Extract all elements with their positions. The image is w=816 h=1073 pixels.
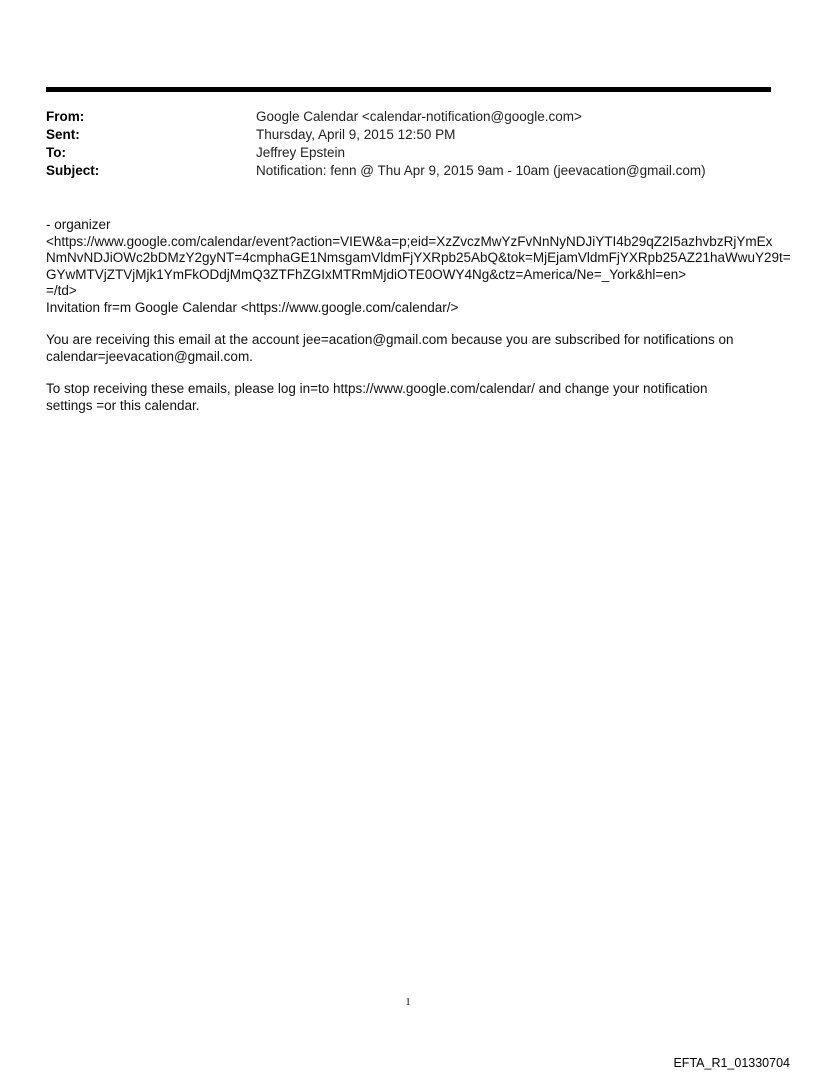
to-value: Jeffrey Epstein xyxy=(256,145,346,160)
organizer-url-line-1[interactable]: <https://www.google.com/calendar/event?action=VIEW&a=p;eid=XzZvczMwYzFvNnNyNDJiYTI4b29qZ2I5azhvbzRjYmEx xyxy=(46,233,773,249)
stop-line-2: settings =or this calendar. xyxy=(46,397,200,413)
subject-label: Subject: xyxy=(46,163,100,178)
email-header xyxy=(46,108,771,180)
receiving-line-1: You are receiving this email at the account jee=acation@gmail.com because you are subscribed for notifications on xyxy=(46,332,734,347)
subject-row xyxy=(46,162,771,180)
to-row xyxy=(46,144,771,162)
sent-label: Sent: xyxy=(46,127,80,142)
organizer-url-line-3[interactable]: GYwMTVjZTVjMjk1YmFkODdjMmQ3ZTFhZGIxMTRmMjdiOTE0OWY4Ng&ctz=America/Ne=_York&hl=en> xyxy=(46,266,687,282)
to-label: To: xyxy=(46,145,66,160)
sent-value: Thursday, April 9, 2015 12:50 PM xyxy=(256,127,456,142)
paragraph-gap xyxy=(46,316,776,332)
email-body xyxy=(46,217,791,414)
invitation-line: Invitation fr=m Google Calendar <https://www.google.com/calendar/> xyxy=(46,299,459,315)
bates-number: EFTA_R1_01330704 xyxy=(673,1056,790,1070)
from-label: From: xyxy=(46,109,85,124)
paragraph-gap xyxy=(46,365,776,381)
subject-value: Notification: fenn @ Thu Apr 9, 2015 9am - 10am (jeevacation@gmail.com) xyxy=(256,163,706,178)
td-fragment: =/td> xyxy=(46,283,77,298)
organizer-label: - organizer xyxy=(46,217,111,232)
stop-line-1: To stop receiving these emails, please log in=to https://www.google.com/calendar/ and change your notification xyxy=(46,381,708,396)
receiving-line-2: calendar=jeevacation@gmail.com. xyxy=(46,348,253,364)
header-divider xyxy=(46,87,771,92)
page-number: 1 xyxy=(405,996,411,1008)
organizer-url-line-2[interactable]: NmNvNDJiOWc2bDMzY2gyNT=4cmphaGE1NmsgamVldmFjYXRpb25AbQ&tok=MjEjamVldmFjYXRpb25AZ21haWwuY29t= xyxy=(46,250,791,265)
from-value: Google Calendar <calendar-notification@google.com> xyxy=(256,109,582,124)
sent-row xyxy=(46,126,771,144)
from-row xyxy=(46,108,771,126)
